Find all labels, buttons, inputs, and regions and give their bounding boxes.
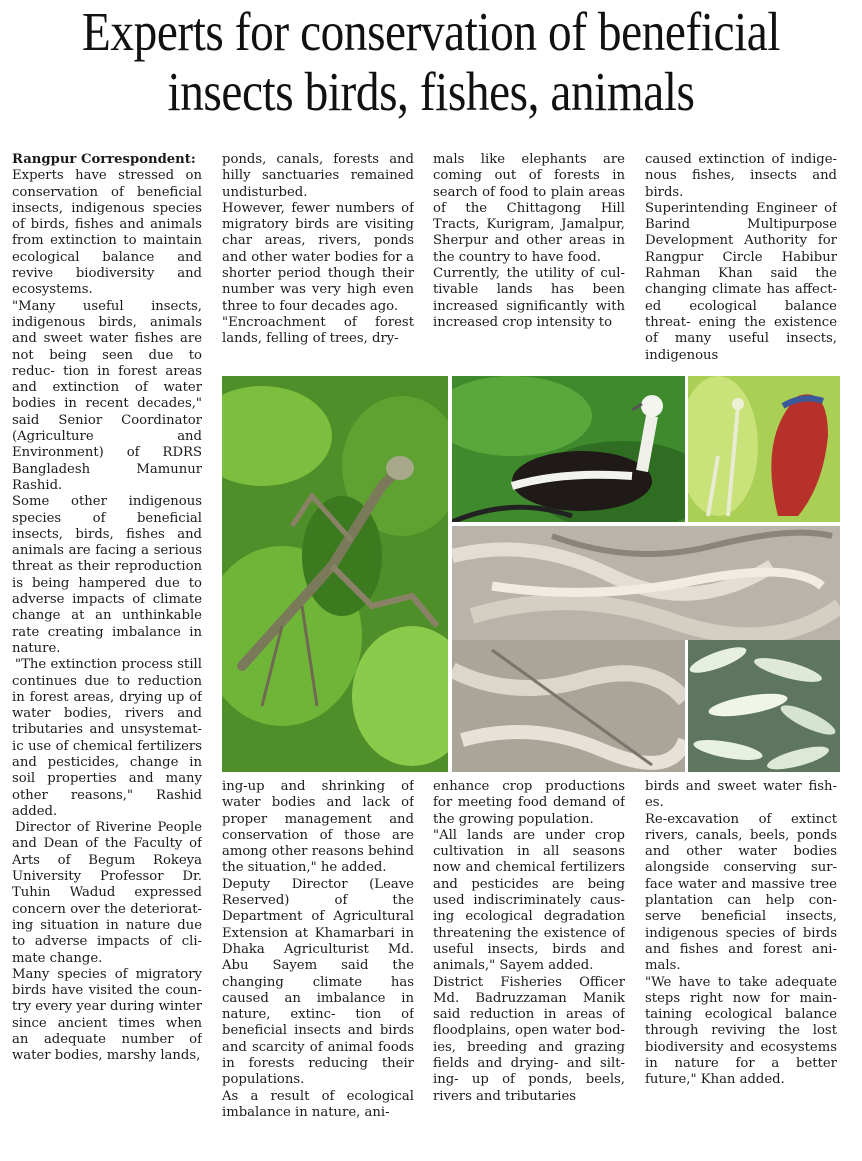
paragraph: "The extinction process still continues due to reduction in forest areas, drying up of water bodies, rivers and tributaries and unsystemat- ic use of chemical fertilizers and pesticides, change in soil properties and many other reasons," Rashid added. <box>12 657 202 819</box>
jacana-bird-icon <box>452 376 685 522</box>
article-headline <box>60 2 801 122</box>
byline: Rangpur Correspondent: <box>12 152 196 167</box>
paragraph: Experts have stressed on conservation of beneficial insects, indigenous species of birds, fishes and animals from extinction to maintain ecological balance and revive biodiversity and ecosystems. <box>12 168 202 298</box>
column-2-bottom <box>222 779 414 1149</box>
paragraph: ponds, canals, forests and hilly sanctuaries remained undisturbed. <box>222 152 414 200</box>
headline-line-2: insects birds, fishes, animals <box>167 61 695 122</box>
column-2-top <box>222 152 414 366</box>
column-4-bottom <box>645 779 837 1149</box>
paragraph: caused extinction of indige- nous fishes, insects and birds. <box>645 152 837 200</box>
column-3-top <box>433 152 625 366</box>
paragraph: Director of Riverine People and Dean of the Faculty of Arts of Begum Rokeya University Professor Dr. Tuhin Wadud expressed concern over the deteriorat- ing situation in nature due to adverse impacts of cli- mate change. <box>12 820 202 966</box>
paragraph: Currently, the utility of cul- tivable lands has been increased significantly with increased crop intensity to <box>433 266 625 330</box>
column-4-top <box>645 152 837 366</box>
red-sunbird-icon <box>688 376 840 522</box>
paragraph: Many species of migratory birds have visited the coun- try every year during winter since ancient times when an adequate number of water bodies, marshy lands, <box>12 966 202 1064</box>
shrimp-icon <box>452 640 685 772</box>
small-fish-icon <box>688 640 840 772</box>
photo-collage <box>222 376 840 772</box>
paragraph: "All lands are under crop cultivation in all seasons now and chemical fertilizers and pesticides are being used indiscriminately caus- ing ecological degradation threatening the existence of useful insects, birds and animals," Sayem added. <box>433 827 625 974</box>
paragraph: As a result of ecological imbalance in nature, ani- <box>222 1088 414 1120</box>
column-1 <box>12 152 202 1152</box>
paragraph: "Encroachment of forest lands, felling of trees, dry- <box>222 314 414 347</box>
paragraph: mals like elephants are coming out of forests in search of food to plain areas of the Chittagong Hill Tracts, Kurigram, Jamalpur, Sherpur and other areas in the country to have food. <box>433 152 625 265</box>
paragraph: However, fewer numbers of migratory birds are visiting char areas, rivers, ponds and other water bodies for a shorter period though their number was very high even three to four decades ago. <box>222 200 414 314</box>
paragraph: "Many useful insects, indigenous birds, animals and sweet water fishes are not being seen due to reduc- tion in forest areas and extinction of water bodies in recent decades," said Senior Coordinator (Agriculture and Environment) of RDRS Bangladesh Mamunur Rashid. <box>12 298 202 493</box>
paragraph: Some other indigenous species of beneficial insects, birds, fishes and animals are facing a serious threat as their reproduction is being hampered due to adverse impacts of climate change at an unthinkable rate creating imbalance in nature. <box>12 494 202 656</box>
paragraph: ing-up and shrinking of water bodies and lack of proper management and conservation of those are among other reasons behind the situation," he added. <box>222 779 414 876</box>
paragraph: Superintending Engineer of Barind Multipurpose Development Authority for Rangpur Circle Habibur Rahman Khan said the changing climate has affect- ed ecological balance threat- ening the existence of many useful insects, indigenous <box>645 200 837 363</box>
headline-line-1: Experts for conservation of beneficial <box>81 1 781 62</box>
praying-mantis-icon <box>222 376 448 772</box>
paragraph: District Fisheries Officer Md. Badruzzaman Manik said reduction in areas of floodplains, open water bod- ies, breeding and grazing fields and drying- and silt- ing- up of ponds, beels, rivers and tributaries <box>433 974 625 1104</box>
paragraph: Re-excavation of extinct rivers, canals, beels, ponds and other water bodies alongside conserving sur- face water and massive tree plantation can help con- serve beneficial insects, indigenous species of birds and fishes and forest ani- mals. <box>645 811 837 974</box>
shrimp-icon <box>452 526 840 640</box>
paragraph: Deputy Director (Leave Reserved) of the Department of Agricultural Extension at Khamarbari in Dhaka Agriculturist Md. Abu Sayem said the changing climate has caused an imbalance in nature, extinc- tion of beneficial insects and birds and scarcity of animal foods in forests reducing their populations. <box>222 876 414 1088</box>
paragraph: enhance crop productions for meeting food demand of the growing population. <box>433 779 625 827</box>
paragraph: "We have to take adequate steps right now for main- taining ecological balance through reviving the lost biodiversity and ecosystems in nature for a better future," Khan added. <box>645 974 837 1088</box>
paragraph: birds and sweet water fish- es. <box>645 779 837 811</box>
column-3-bottom <box>433 779 625 1149</box>
